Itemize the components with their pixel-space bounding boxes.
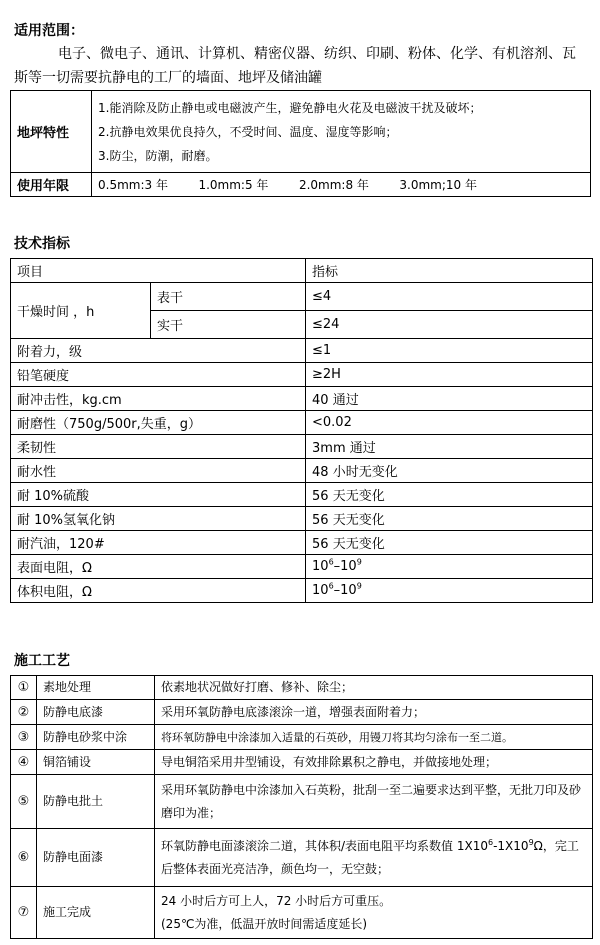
tech-value: ≥2H <box>306 363 593 387</box>
scope-paragraph <box>14 42 588 90</box>
tech-value: <0.02 <box>306 411 593 435</box>
tech-value: 40 通过 <box>306 387 593 411</box>
step-desc: 依素地状况做好打磨、修补、除尘； <box>155 676 593 700</box>
tech-item: 耐 10%氢氧化钠 <box>11 507 306 531</box>
step-desc-note: (25℃为准，低温开放时间需适度延长) <box>161 916 368 931</box>
tech-header-item: 项目 <box>11 259 306 283</box>
tech-item: 表面电阻，Ω <box>11 555 306 579</box>
tech-title: 技术指标 <box>14 236 70 252</box>
step-desc <box>155 887 593 939</box>
features-label: 地坪特性 <box>11 91 92 173</box>
tech-table <box>10 258 593 603</box>
tech-value: 48 小时无变化 <box>306 459 593 483</box>
features-cell <box>92 91 591 173</box>
step-desc-line: 24 小时后方可上人，72 小时后方可重压。 <box>161 893 392 908</box>
tech-item: 耐汽油，120# <box>11 531 306 555</box>
step-number: ⑦ <box>11 887 37 939</box>
service-life-values: 0.5mm:3 年 1.0mm:5 年 2.0mm:8 年 3.0mm;10 年 <box>92 173 591 197</box>
feature-item: 2.抗静电效果优良持久，不受时间、温度、湿度等影响； <box>98 124 398 139</box>
step-name: 铜箔铺设 <box>37 750 155 775</box>
step-desc: 导电铜箔采用井型铺设，有效排除累积之静电，并做接地处理； <box>155 750 593 775</box>
surface-dry-value: ≤4 <box>306 283 593 311</box>
process-step <box>11 700 593 725</box>
surface-dry-label: 表干 <box>151 283 306 311</box>
process-step <box>11 775 593 829</box>
step-name: 防静电批土 <box>37 775 155 829</box>
tech-item: 耐水性 <box>11 459 306 483</box>
tech-value: 56 天无变化 <box>306 531 593 555</box>
process-step <box>11 750 593 775</box>
scope-text: 电子、微电子、通讯、计算机、精密仪器、纺织、印刷、粉体、化学、有机溶剂、瓦斯等一切需要抗静电的工厂的墙面、地坪及储油罐 <box>14 46 576 86</box>
step-name: 防静电底漆 <box>37 700 155 725</box>
tech-item: 耐冲击性，kg.cm <box>11 387 306 411</box>
step-desc: 采用环氧防静电中涂漆加入石英粉，批刮一至二遍要求达到平整，无批刀印及砂磨印为准； <box>155 775 593 829</box>
hard-dry-label: 实干 <box>151 311 306 339</box>
table-row <box>11 483 593 507</box>
scope-title: 适用范围： <box>14 23 84 39</box>
table-row <box>11 531 593 555</box>
step-name: 施工完成 <box>37 887 155 939</box>
service-life-label: 使用年限 <box>11 173 92 197</box>
tech-header-value: 指标 <box>306 259 593 283</box>
step-number: ③ <box>11 725 37 750</box>
dry-time-label: 干燥时间 ，h <box>11 283 151 339</box>
tech-item: 耐 10%硫酸 <box>11 483 306 507</box>
tech-item: 体积电阻，Ω <box>11 579 306 603</box>
tech-item: 附着力，级 <box>11 339 306 363</box>
step-name: 素地处理 <box>37 676 155 700</box>
table-row <box>11 459 593 483</box>
tech-value: 56 天无变化 <box>306 507 593 531</box>
tech-value: 3mm 通过 <box>306 435 593 459</box>
table-row <box>11 435 593 459</box>
step-name: 防静电砂浆中涂 <box>37 725 155 750</box>
process-step <box>11 676 593 700</box>
tech-item: 铅笔硬度 <box>11 363 306 387</box>
tech-item: 耐磨性（750g/500r,失重，g） <box>11 411 306 435</box>
process-title: 施工工艺 <box>14 653 70 669</box>
process-step <box>11 725 593 750</box>
table-row <box>11 555 593 579</box>
step-number: ⑥ <box>11 829 37 887</box>
table-row <box>11 339 593 363</box>
step-name: 防静电面漆 <box>37 829 155 887</box>
process-step <box>11 829 593 887</box>
tech-value: 56 天无变化 <box>306 483 593 507</box>
hard-dry-value: ≤24 <box>306 311 593 339</box>
step-number: ④ <box>11 750 37 775</box>
step-number: ⑤ <box>11 775 37 829</box>
feature-item: 3.防尘，防潮，耐磨。 <box>98 148 218 163</box>
tech-item: 柔韧性 <box>11 435 306 459</box>
step-desc: 将环氧防静电中涂漆加入适量的石英砂，用镘刀将其均匀涂布一至二道。 <box>155 725 593 750</box>
table-row <box>11 387 593 411</box>
process-table <box>10 675 593 939</box>
tech-value: $10^6-10^9$ <box>306 579 593 603</box>
tech-value: ≤1 <box>306 339 593 363</box>
step-number: ② <box>11 700 37 725</box>
process-step <box>11 887 593 939</box>
step-desc: 采用环氧防静电底漆滚涂一道，增强表面附着力； <box>155 700 593 725</box>
table-row <box>11 579 593 603</box>
table-row <box>11 507 593 531</box>
feature-item: 1.能消除及防止静电或电磁波产生，避免静电火花及电磁波干扰及破坏； <box>98 100 482 115</box>
step-number: ① <box>11 676 37 700</box>
features-table <box>10 90 591 197</box>
tech-value: $10^6-10^9$ <box>306 555 593 579</box>
table-row <box>11 411 593 435</box>
table-row <box>11 363 593 387</box>
step-desc: 环氧防静电面漆滚涂二道，其体积/表面电阻平均系数值 $1X10^6-1X10^9\Omega$，完工后整体表面光亮洁净，颜色均一，无空鼓； <box>155 829 593 887</box>
